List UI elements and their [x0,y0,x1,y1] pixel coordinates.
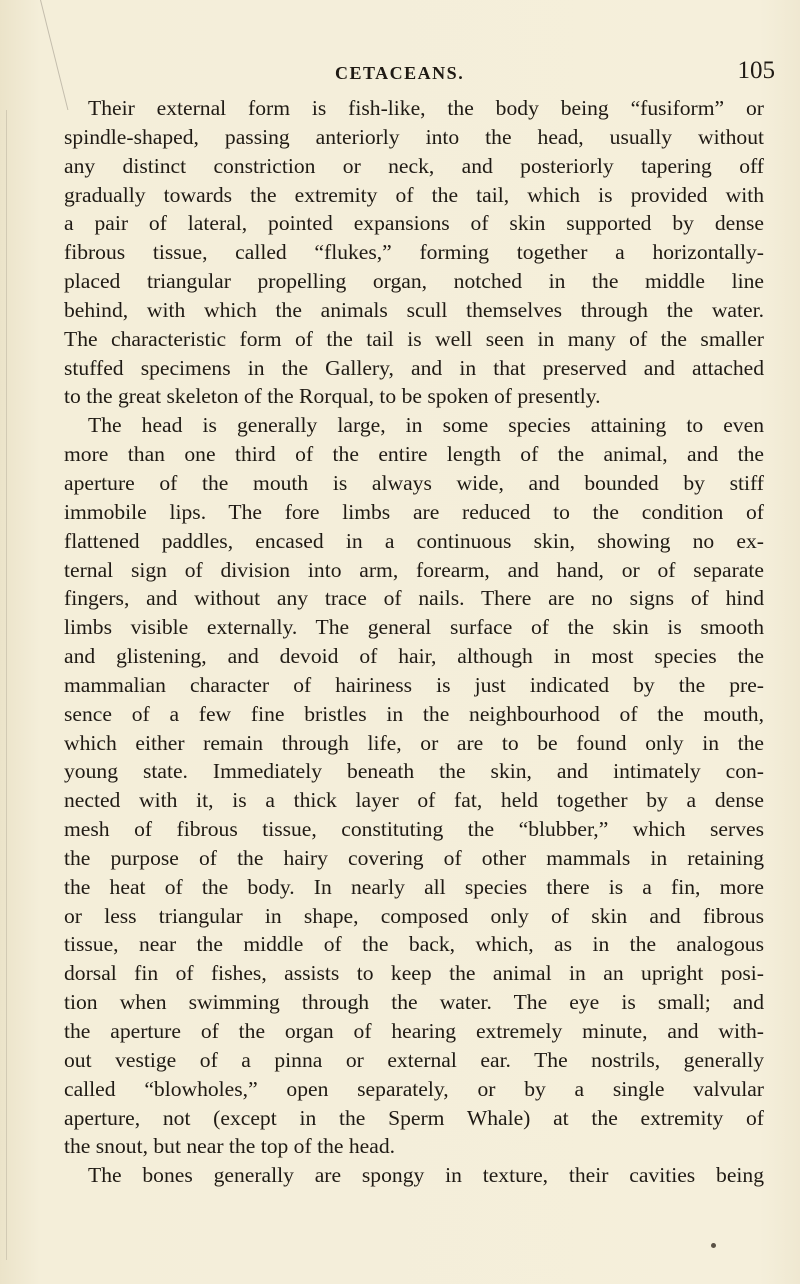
text-line: to the great skeleton of the Rorqual, to be spoken of presently. [64,384,601,409]
text-line: any distinct constriction or neck, and posteriorly tapering off [64,153,764,178]
text-line: immobile lips. The fore limbs are reduced to the condition of [64,499,764,524]
text-line: sence of a few fine bristles in the neighbourhood of the mouth, [64,701,764,726]
page-edge-shadow [0,0,68,110]
text-line: young state. Immediately beneath the skin, and intimately con- [64,759,764,784]
gutter-line [6,110,7,1260]
text-line: the snout, but near the top of the head. [64,1134,396,1159]
text-line: The characteristic form of the tail is well seen in many of the smaller [64,326,764,351]
running-head [55,56,775,86]
text-line: dorsal fin of fishes, assists to keep the animal in an upright posi- [64,961,764,986]
text-line: behind, with which the animals scull themselves through the water. [64,297,764,322]
text-line: The head is generally large, in some species attaining to even [88,413,764,438]
text-line: the purpose of the hairy covering of other mammals in retaining [64,845,764,870]
running-title: CETACEANS. [335,63,465,83]
text-line: aperture, not (except in the Sperm Whale) at the extremity of [64,1105,764,1130]
text-line: ternal sign of division into arm, forearm, and hand, or of separate [64,557,764,582]
printer-mark [711,1243,716,1248]
text-line: more than one third of the entire length of the animal, and the [64,442,764,467]
text-line: and glistening, and devoid of hair, although in most species the [64,644,764,669]
text-line: tion when swimming through the water. The eye is small; and [64,990,764,1015]
text-line: Their external form is fish-like, the body being “fusiform” or [88,96,764,120]
text-line: which either remain through life, or are to be found only in the [64,730,764,755]
text-line: gradually towards the extremity of the tail, which is provided with [64,182,764,207]
text-line: the aperture of the organ of hearing extremely minute, and with- [64,1019,764,1043]
text-line: aperture of the mouth is always wide, and bounded by stiff [64,470,764,495]
text-line: fibrous tissue, called “flukes,” forming together a horizontally- [64,240,764,265]
text-line: a pair of lateral, pointed expansions of skin supported by dense [64,211,764,236]
text-line: out vestige of a pinna or external ear. The nostrils, generally [64,1047,764,1072]
text-line: nected with it, is a thick layer of fat, held together by a dense [64,788,764,813]
text-line: fingers, and without any trace of nails. There are no signs of hind [64,586,764,611]
text-line: mammalian character of hairiness is just indicated by the pre- [64,672,764,697]
text-line: placed triangular propelling organ, notched in the middle line [64,269,764,294]
text-line: tissue, near the middle of the back, which, as in the analogous [64,932,764,957]
text-line: mesh of fibrous tissue, constituting the “blubber,” which serves [64,817,764,842]
text-line: limbs visible externally. The general surface of the skin is smooth [64,615,764,640]
body-text [64,94,764,1190]
text-line: stuffed specimens in the Gallery, and in that preserved and attached [64,355,764,380]
text-line: spindle-shaped, passing anteriorly into the head, usually without [64,124,764,149]
page-number: 105 [737,57,775,84]
text-line: or less triangular in shape, composed only of skin and fibrous [64,903,764,928]
text-line: flattened paddles, encased in a continuous skin, showing no ex- [64,528,764,553]
text-line: called “blowholes,” open separately, or by a single valvular [64,1076,764,1101]
text-line: the heat of the body. In nearly all species there is a fin, more [64,874,764,899]
text-line: The bones generally are spongy in texture, their cavities being [88,1163,764,1188]
